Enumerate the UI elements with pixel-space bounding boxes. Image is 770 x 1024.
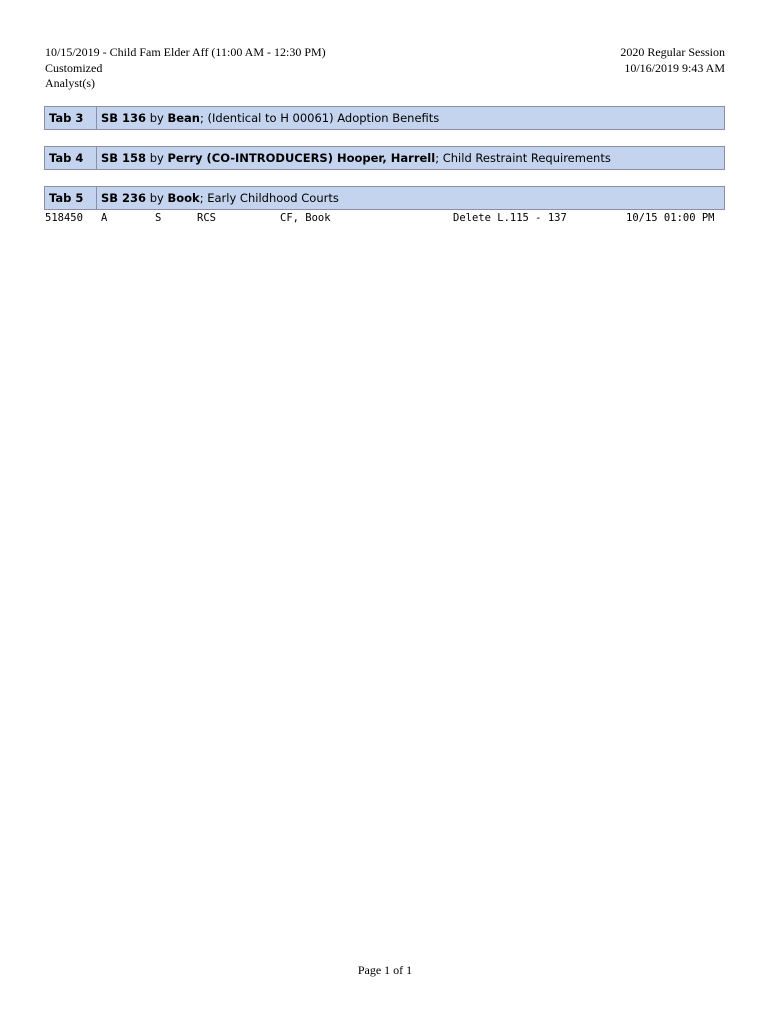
bill-number: SB 236 (101, 191, 147, 205)
bill-sponsor: Perry (CO-INTRODUCERS) Hooper, Harrell (167, 151, 436, 165)
by-label: by (149, 191, 164, 205)
analysts-label: Analyst(s) (45, 76, 95, 90)
printed-timestamp: 10/16/2019 9:43 AM (624, 60, 725, 75)
bill-sponsor: Bean (167, 111, 200, 125)
tab-label: Tab 4 (45, 147, 97, 169)
page-number: Page 1 of 1 (357, 963, 413, 977)
amendment-description: Delete L.115 - 137 (453, 212, 567, 224)
bill-sponsor: Book (167, 191, 200, 205)
bill-number: SB 158 (101, 151, 147, 165)
amendment-sponsor: CF, Book (280, 212, 331, 224)
report-header-right (620, 45, 725, 76)
by-label: by (149, 111, 164, 125)
bill-description (97, 187, 724, 209)
session-label: 2020 Regular Session (620, 45, 725, 59)
amendment-date: 10/15 01:00 PM (626, 212, 715, 224)
bill-title: Child Restraint Requirements (442, 151, 611, 165)
bill-row-tab4 (44, 146, 725, 170)
bill-description (97, 107, 724, 129)
amendment-row (45, 211, 725, 225)
by-label: by (149, 151, 164, 165)
report-header-left (45, 45, 326, 92)
report-type: Customized (45, 60, 103, 75)
amendment-action: A (101, 212, 108, 224)
tab-label: Tab 5 (45, 187, 97, 209)
bill-number: SB 136 (101, 111, 147, 125)
amendment-status: RCS (197, 212, 216, 224)
amendment-barcode: 518450 (45, 212, 83, 224)
meeting-title: 10/15/2019 - Child Fam Elder Aff (11:00 AM - 12:30 PM) (45, 45, 326, 59)
bill-row-tab5 (44, 186, 725, 210)
bill-title: (Identical to H 00061) Adoption Benefits (207, 111, 440, 125)
amendment-type: S (155, 212, 162, 224)
separator: ; (200, 111, 204, 125)
bill-row-tab3 (44, 106, 725, 130)
separator: ; (199, 191, 204, 205)
bill-description (97, 147, 724, 169)
tab-label: Tab 3 (45, 107, 97, 129)
separator: ; (435, 151, 440, 165)
bill-title: Early Childhood Courts (207, 191, 339, 205)
